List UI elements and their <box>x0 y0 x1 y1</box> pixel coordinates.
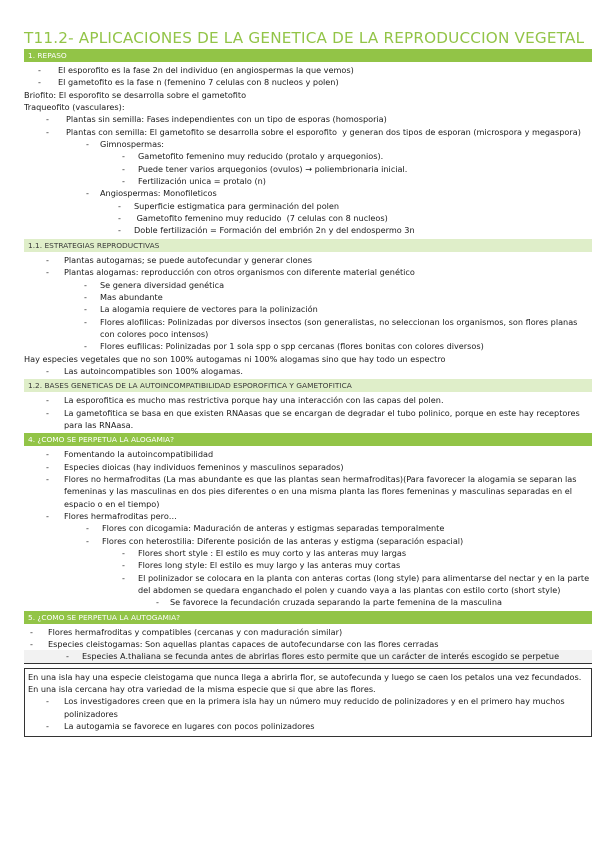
paragraph: Traqueofito (vasculares): <box>24 102 125 113</box>
list-item: - Los investigadores creen que en la primera isla hay un número muy reducido de polinizadores y en el primero hay muchos polinizadores <box>46 696 568 719</box>
section-header-estrategias: 1.1. ESTRATEGIAS REPRODUCTIVAS <box>24 239 592 252</box>
list-item: - Flores eufilicas: Polinizadas por 1 sola spp o spp cercanas (flores bonitas con colores diversos) <box>84 341 484 352</box>
list-item: - Flores short style : El estilo es muy corto y las anteras muy largas <box>122 548 407 559</box>
list-item: - Flores con dicogamia: Maduración de anteras y estigmas separadas temporalmente <box>86 523 445 534</box>
list-item: - Doble fertilización = Formación del embrión 2n y del endospermo 3n <box>118 225 415 236</box>
list-item: - Fertilización unica = protalo (n) <box>122 176 266 187</box>
list-item: - La esporofitica es mucho mas restrictiva porque hay una interacción con las capas del polen. <box>46 395 444 406</box>
list-item: - Flores con heterostilia: Diferente posición de las anteras y estigma (separación espacial) <box>86 535 464 546</box>
list-item: - Puede tener varios arquegonios (ovulos) → poliembrionaria inicial. <box>122 163 408 174</box>
list-item: - Se favorece la fecundación cruzada separando la parte femenina de la masculina <box>156 597 502 608</box>
list-item: - Superficie estigmatica para germinación del polen <box>118 200 340 211</box>
list-item: - La gametofitica se basa en que existen RNAasas que se encargan de degradar el tubo polinico, porque en este hay receptores para las RNAasa. <box>46 407 583 430</box>
list-item: - Se genera diversidad genética <box>84 279 225 290</box>
list-item: - Especies A.thaliana se fecunda antes de abrirlas flores esto permite que un carácter de interés escogido se perpetue <box>24 650 592 663</box>
list-item: - El esporofito es la fase 2n del individuo (en angiospermas la que vemos) <box>38 65 354 75</box>
list-item: - Gimnospermas: <box>86 139 165 150</box>
document-page <box>24 0 592 737</box>
list-item: - La autogamia se favorece en lugares con pocos polinizadores <box>46 721 315 732</box>
box-paragraph: En una isla hay una especie cleistogama que nunca llega a abrirla flor, se autofecunda y luego se caen los petalos una vez fecundados. En una isla cercana hay otra variedad de la misma especie que si que abre las flores. <box>28 671 584 695</box>
list-item: - Mas abundante <box>84 291 163 302</box>
list-item: - El gametofito es la fase n (femenino 7 celulas con 8 nucleos y polen) <box>38 77 339 88</box>
list-item: - Fomentando la autoincompatibilidad <box>46 449 214 460</box>
section-header-autogamia: 5. ¿COMO SE PERPETUA LA AUTOGAMIA? <box>24 611 592 624</box>
page-title: T11.2- APLICACIONES DE LA GENETICA DE LA REPRODUCCION VEGETAL <box>24 29 585 47</box>
list-item: - Flores hermafroditas pero… <box>46 511 177 521</box>
list-item: - Flores long style: El estilo es muy largo y las anteras muy cortas <box>122 560 401 571</box>
list-item: - Flores no hermafroditas (La mas abundante es que las plantas sean hermafroditas)(Para favorecer la alogamia se separan las femeninas y las masculinas en dos pies diferentes o en una misma planta las flores femeninas y masculinas separadas en el espacio o en el tiempo) <box>46 473 580 509</box>
list-item: - Plantas con semilla: El gametofito se desarrolla sobre el esporofito y generan dos tipos de esporan (microspora y megaspora) <box>46 126 581 137</box>
list-item: - Gametofito femenino muy reducido (7 celulas con 8 nucleos) <box>118 213 388 224</box>
list-item: - El polinizador se colocara en la planta con anteras cortas (long style) para alimentarse del nectar y en la parte del abdomen se quedara enganchado el polen y cuando vaya a las plantas con estilo corto (short style) <box>122 572 592 596</box>
paragraph: Briofito: El esporofito se desarrolla sobre el gametofito <box>24 89 247 100</box>
list-item: - Flores alofilicas: Polinizadas por diversos insectos (son generalistas, no seleccionan los organismos, son flores planas con colores poco intensos) <box>84 316 581 339</box>
list-item: - Especies dioicas (hay individuos femeninos y masculinos separados) <box>46 461 344 472</box>
section-header-alogamia: 4. ¿COMO SE PERPETUA LA ALOGAMIA? <box>24 433 592 446</box>
list-item: - La alogamia requiere de vectores para la polinización <box>84 304 318 315</box>
list-item: - Angiospermas: Monofileticos <box>86 188 217 199</box>
list-item: - Especies cleistogamas: Son aquellas plantas capaces de autofecundarse con las flores cerradas <box>30 639 439 650</box>
list-item: - Las autoincompatibles son 100% alogamas. <box>46 365 243 376</box>
section-header-bases-geneticas: 1.2. BASES GENETICAS DE LA AUTOINCOMPATIBILIDAD ESPOROFITICA Y GAMETOFITICA <box>24 379 592 392</box>
paragraph: Hay especies vegetales que no son 100% autogamas ni 100% alogamas sino que hay todo un espectro <box>24 353 446 364</box>
example-box <box>24 668 592 737</box>
list-item: - Flores hermafroditas y compatibles (cercanas y con maduración similar) <box>30 626 343 637</box>
section-header-repaso: 1. REPASO <box>24 49 592 62</box>
list-item: - Plantas alogamas: reproducción con otros organismos con diferente material genético <box>46 267 415 278</box>
list-item: - Plantas sin semilla: Fases independientes con un tipo de esporas (homosporia) <box>46 114 387 125</box>
list-item: - Plantas autogamas; se puede autofecundar y generar clones <box>46 254 312 265</box>
list-item: - Gametofito femenino muy reducido (protalo y arquegonios). <box>122 151 384 162</box>
